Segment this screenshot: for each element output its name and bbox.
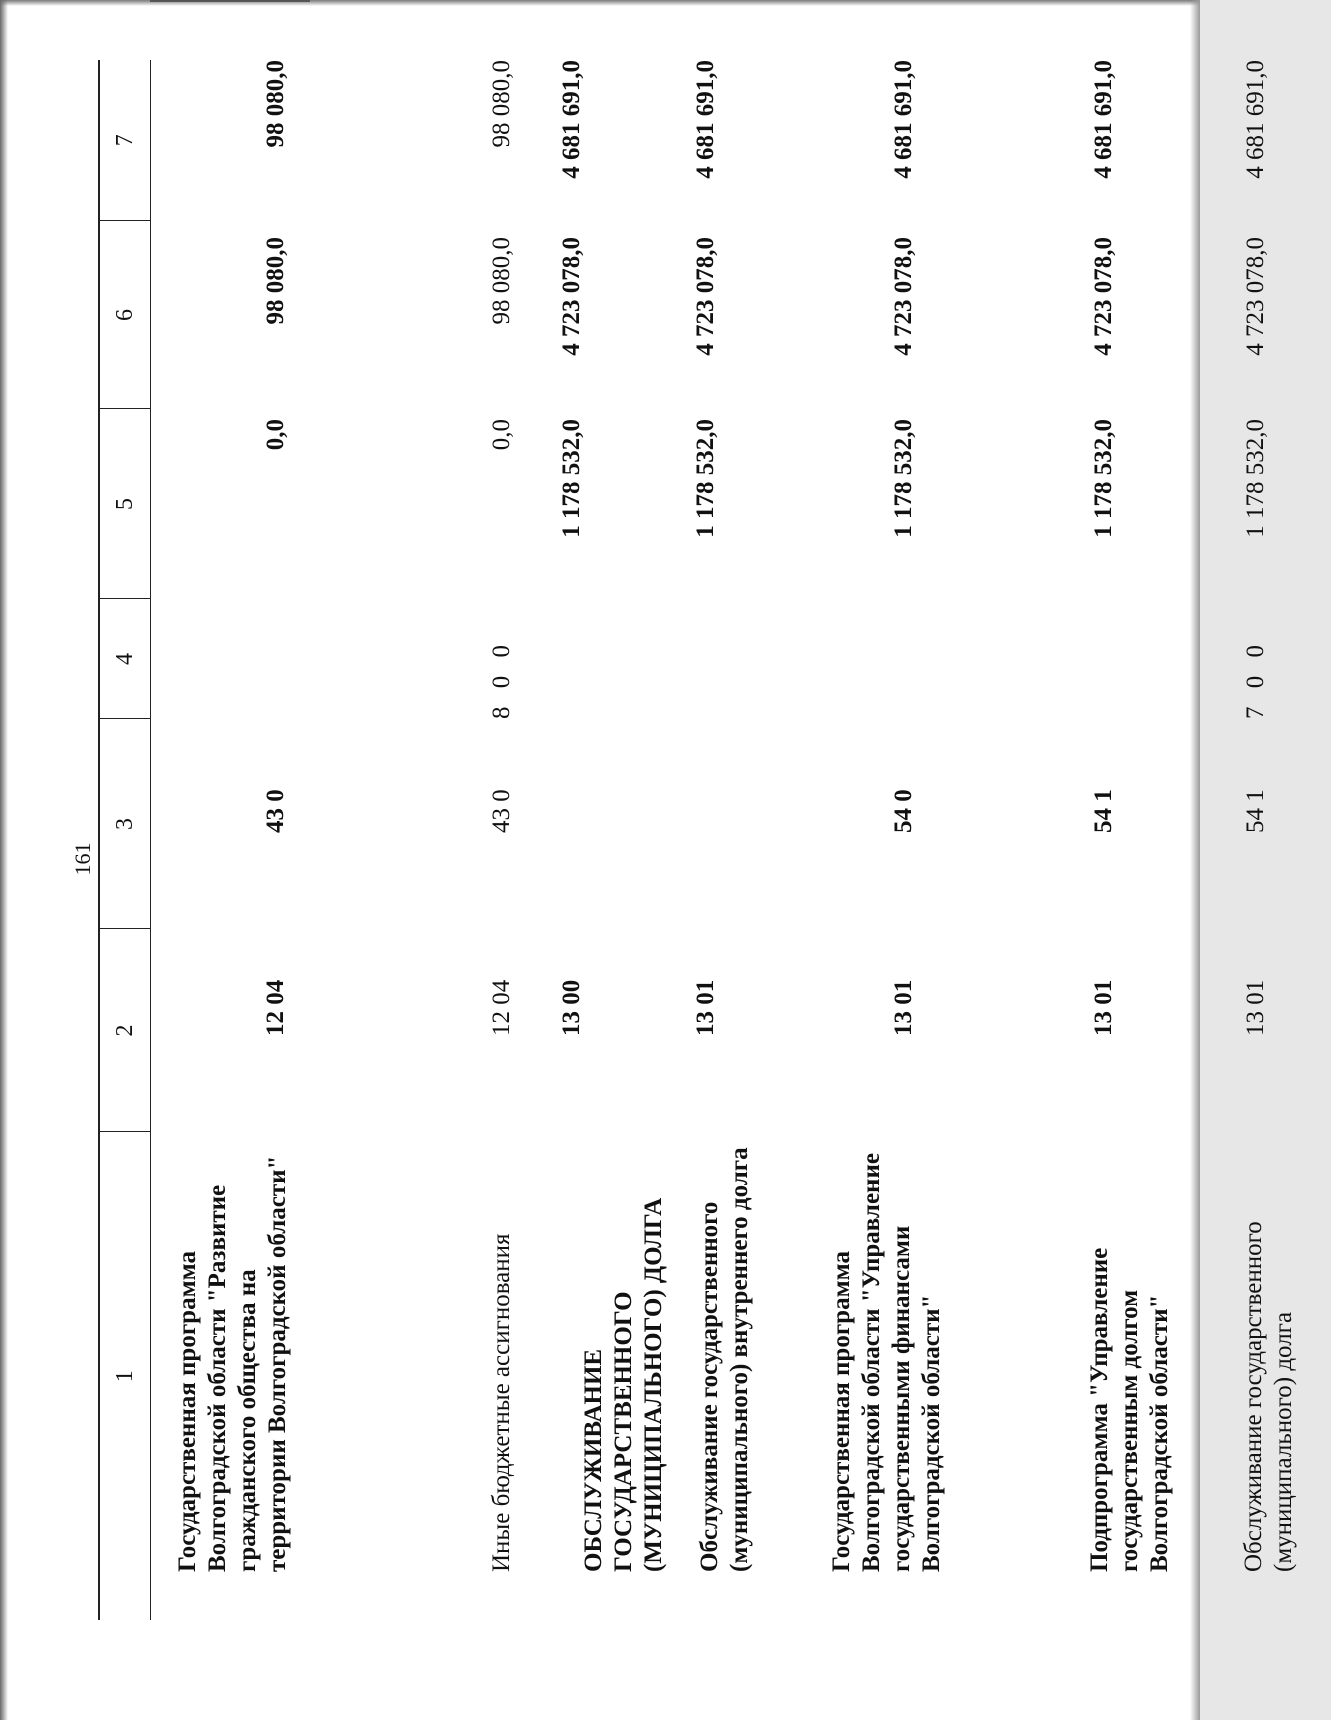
program-code (557, 719, 687, 929)
table-header-row (99, 60, 151, 1620)
table-row (461, 60, 557, 1620)
table-row (557, 60, 687, 1620)
amount-col-7: 4 681 691,0 (1090, 60, 1117, 179)
column-header-6: 6 (99, 221, 151, 409)
section-code: 13 01 (692, 979, 719, 1036)
column-header-7: 7 (99, 60, 151, 221)
amount-col-6: 4 723 078,0 (1090, 237, 1117, 356)
amount-col-7: 4 681 691,0 (558, 60, 585, 179)
expense-type-code: 8 0 0 (488, 639, 515, 719)
amount-col-5: 1 178 532,0 (1242, 419, 1269, 538)
amount-col-5: 1 178 532,0 (558, 419, 585, 538)
amount-col-7: 4 681 691,0 (692, 60, 719, 179)
expense-type-code (687, 599, 803, 719)
amount-col-5: 1 178 532,0 (890, 419, 917, 538)
section-code: 13 00 (558, 979, 585, 1036)
section-code: 13 01 (1090, 979, 1117, 1036)
expense-type-code (1057, 599, 1207, 719)
row-name: Подпрограмма "Управление государственным долгом Волгоградской области" (1086, 1247, 1173, 1572)
amount-col-5: 1 178 532,0 (1090, 419, 1117, 538)
row-name: Иные бюджетные ассигнования (488, 1233, 515, 1572)
table-row (151, 60, 462, 1620)
amount-col-5: 1 178 532,0 (692, 419, 719, 538)
amount-col-6: 4 723 078,0 (558, 237, 585, 356)
budget-table (98, 60, 1331, 1620)
row-name: Государственная программа Волгоградской области "Развитие гражданского общества на территории Волгоградской области" (174, 1155, 291, 1572)
budget-table-wrapper (98, 60, 1297, 1620)
program-code: 54 0 (890, 789, 917, 833)
column-header-5: 5 (99, 409, 151, 599)
expense-type-code (803, 599, 1057, 719)
column-header-3: 3 (99, 719, 151, 929)
program-code: 54 1 (1090, 789, 1117, 833)
section-code: 12 04 (262, 979, 289, 1036)
table-row (1207, 60, 1331, 1620)
amount-col-6: 4 723 078,0 (692, 237, 719, 356)
amount-col-6: 98 080,0 (488, 237, 515, 325)
amount-col-7: 98 080,0 (488, 60, 515, 148)
amount-col-6: 4 723 078,0 (1242, 237, 1269, 356)
section-code: 12 04 (488, 979, 515, 1036)
table-row (1057, 60, 1207, 1620)
amount-col-7: 4 681 691,0 (1242, 60, 1269, 179)
expense-type-code: 7 0 0 (1242, 639, 1269, 719)
column-header-4: 4 (99, 599, 151, 719)
amount-col-6: 98 080,0 (262, 237, 289, 325)
amount-col-7: 4 681 691,0 (890, 60, 917, 179)
row-name: Обслуживание государственного (муниципального) долга (1240, 1221, 1297, 1572)
page-number: 161 (70, 842, 95, 876)
program-code: 43 0 (488, 789, 515, 833)
program-code: 54 1 (1242, 789, 1269, 833)
table-row (687, 60, 803, 1620)
amount-col-6: 4 723 078,0 (890, 237, 917, 356)
table-row (803, 60, 1057, 1620)
amount-col-5: 0,0 (488, 419, 515, 451)
row-name: ОБСЛУЖИВАНИЕ ГОСУДАРСТВЕННОГО (МУНИЦИПАЛЬНОГО) ДОЛГА (580, 1197, 667, 1572)
column-header-1: 1 (99, 1132, 151, 1620)
amount-col-5: 0,0 (262, 419, 289, 451)
program-code: 43 0 (262, 789, 289, 833)
section-code: 13 01 (890, 979, 917, 1036)
row-name: Обслуживание государственного (муниципального) внутреннего долга (696, 1147, 753, 1572)
row-name: Государственная программа Волгоградской области "Управление государственными финансами Волгоградской области" (828, 1153, 945, 1572)
amount-col-7: 98 080,0 (262, 60, 289, 148)
program-code (687, 719, 803, 929)
expense-type-code (557, 599, 687, 719)
expense-type-code (151, 599, 462, 719)
section-code: 13 01 (1242, 979, 1269, 1036)
column-header-2: 2 (99, 929, 151, 1132)
